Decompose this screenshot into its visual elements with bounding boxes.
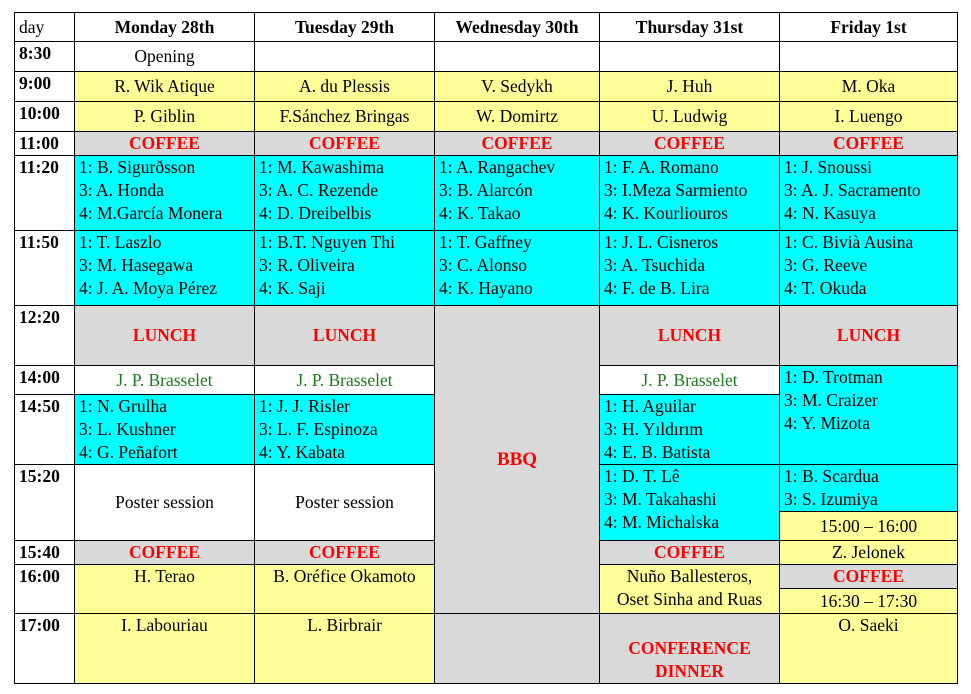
coffee-break: COFFEE [435, 132, 600, 156]
empty-cell [435, 614, 600, 684]
talk-cell: U. Ludwig [600, 102, 780, 132]
talk-cell: F.Sánchez Bringas [255, 102, 435, 132]
lunch-break: LUNCH [255, 306, 435, 366]
talk-cell: Z. Jelonek [780, 541, 958, 565]
poster-session: Poster session [75, 465, 255, 541]
session-talk: 1: D. T. Lê [604, 466, 680, 486]
dinner-label: CONFERENCE [628, 638, 751, 658]
session-talk: 3: M. Craizer [784, 390, 878, 410]
dinner-label: DINNER [654, 661, 725, 681]
session-talk: 1: B. Scardua [784, 466, 879, 486]
parallel-session [75, 395, 255, 465]
coffee-break: COFFEE [780, 132, 958, 156]
parallel-session [435, 156, 600, 231]
lunch-break: LUNCH [75, 306, 255, 366]
talk-cell: W. Domirtz [435, 102, 600, 132]
session-talk: 1: T. Laszlo [79, 232, 162, 252]
session-talk: 3: A. C. Rezende [259, 180, 379, 200]
day-tuesday: Tuesday 29th [255, 13, 435, 42]
time-label: 15:40 [15, 541, 75, 565]
lunch-break: LUNCH [780, 306, 958, 366]
row-1150 [15, 231, 958, 306]
session-talk: 3: B. Alarcón [439, 180, 533, 200]
talk-slot-time: 15:00 – 16:00 [780, 511, 957, 540]
talk-cell: P. Giblin [75, 102, 255, 132]
empty-cell [780, 42, 958, 72]
parallel-session [600, 465, 780, 541]
row-1000 [15, 102, 958, 132]
header-row [15, 13, 958, 42]
row-1100 [15, 132, 958, 156]
time-label: 11:50 [15, 231, 75, 306]
talk-cell: A. du Plessis [255, 72, 435, 102]
talk-cell: V. Sedykh [435, 72, 600, 102]
coffee-break: COFFEE [75, 132, 255, 156]
time-label: 11:00 [15, 132, 75, 156]
session-talk: 4: F. de B. Lira [604, 278, 710, 298]
session-talk: 1: J. Snoussi [784, 157, 873, 177]
opening-cell: Opening [75, 42, 255, 72]
parallel-session [780, 231, 958, 306]
session-talk: 4: T. Okuda [784, 278, 867, 298]
parallel-session [780, 366, 958, 465]
bbq-event: BBQ [435, 306, 600, 614]
session-talk: 3: I.Meza Sarmiento [604, 180, 748, 200]
talk-cell: R. Wik Atique [75, 72, 255, 102]
session-talk: 3: M. Takahashi [604, 489, 717, 509]
talk-speakers: Oset Sinha and Ruas [616, 589, 763, 609]
time-label: 9:00 [15, 72, 75, 102]
coffee-break: COFFEE [75, 541, 255, 565]
time-label: 8:30 [15, 42, 75, 72]
plenary-talk: J. P. Brasselet [75, 366, 255, 395]
day-thursday: Thursday 31st [600, 13, 780, 42]
row-1120 [15, 156, 958, 231]
session-talk: 1: H. Aguilar [604, 396, 696, 416]
session-talk: 4: G. Peñafort [79, 442, 178, 462]
session-talk: 1: T. Gaffney [439, 232, 532, 252]
time-label: 17:00 [15, 614, 75, 684]
session-talk: 3: L. F. Espinoza [259, 419, 378, 439]
session-talk: 3: A. Honda [79, 180, 165, 200]
session-talk: 4: K. Hayano [439, 278, 533, 298]
coffee-break: COFFEE [600, 132, 780, 156]
session-talk: 1: C. Bivià Ausina [784, 232, 914, 252]
parallel-session [75, 156, 255, 231]
parallel-session [255, 395, 435, 465]
day-friday: Friday 1st [780, 13, 958, 42]
session-talk: 3: S. Izumiya [784, 489, 878, 509]
row-1220 [15, 306, 958, 366]
session-talk: 4: N. Kasuya [784, 203, 876, 223]
session-talk: 3: H. Yıldırım [604, 419, 704, 439]
talk-cell: J. Huh [600, 72, 780, 102]
coffee-break: COFFEE [600, 541, 780, 565]
coffee-break: COFFEE [255, 541, 435, 565]
parallel-session [600, 231, 780, 306]
talk-slot-time: 16:30 – 17:30 [780, 589, 957, 613]
time-label: 16:00 [15, 565, 75, 614]
poster-session: Poster session [255, 465, 435, 541]
session-talk: 4: M. Michalska [604, 512, 720, 532]
coffee-break: COFFEE [780, 565, 957, 589]
corner-label: day [15, 13, 75, 42]
parallel-session [435, 231, 600, 306]
session-talk: 3: A. Tsuchida [604, 255, 706, 275]
schedule-table [14, 12, 958, 684]
talk-cell: M. Oka [780, 72, 958, 102]
time-label: 14:50 [15, 395, 75, 465]
coffee-break: COFFEE [255, 132, 435, 156]
session-talk: 1: D. Trotman [784, 367, 883, 387]
friday-late-cell [780, 565, 958, 614]
row-0900 [15, 72, 958, 102]
session-talk: 1: J. J. Risler [259, 396, 350, 416]
session-talk: 4: Y. Kabata [259, 442, 346, 462]
session-talk: 1: B. Sigurðsson [79, 157, 196, 177]
session-talk: 3: L. Kushner [79, 419, 176, 439]
parallel-session [255, 156, 435, 231]
session-talk: 1: J. L. Cisneros [604, 232, 719, 252]
session-talk: 3: C. Alonso [439, 255, 528, 275]
parallel-session [780, 465, 958, 541]
time-label: 10:00 [15, 102, 75, 132]
talk-cell: B. Oréfice Okamoto [255, 565, 435, 614]
session-talk: 4: E. B. Batista [604, 442, 711, 462]
session-talk: 4: K. Takao [439, 203, 521, 223]
session-talk: 3: G. Reeve [784, 255, 868, 275]
conference-dinner [600, 614, 780, 684]
session-talk: 1: B.T. Nguyen Thi [259, 232, 395, 252]
parallel-session [600, 156, 780, 231]
row-1700 [15, 614, 958, 684]
talk-cell: L. Birbrair [255, 614, 435, 684]
talk-cell: H. Terao [75, 565, 255, 614]
day-monday: Monday 28th [75, 13, 255, 42]
time-label: 11:20 [15, 156, 75, 231]
parallel-session [75, 231, 255, 306]
session-talk: 1: N. Grulha [79, 396, 167, 416]
plenary-talk: J. P. Brasselet [600, 366, 780, 395]
row-0830 [15, 42, 958, 72]
session-talk: 1: A. Rangachev [439, 157, 556, 177]
talk-cell [600, 565, 780, 614]
session-talk: 4: M.García Monera [79, 203, 223, 223]
empty-cell [600, 42, 780, 72]
plenary-talk: J. P. Brasselet [255, 366, 435, 395]
empty-cell [255, 42, 435, 72]
day-wednesday: Wednesday 30th [435, 13, 600, 42]
session-talk: 3: R. Oliveira [259, 255, 355, 275]
talk-cell: I. Luengo [780, 102, 958, 132]
empty-cell [435, 42, 600, 72]
lunch-break: LUNCH [600, 306, 780, 366]
session-talk: 3: A. J. Sacramento [784, 180, 921, 200]
talk-cell: I. Labouriau [75, 614, 255, 684]
parallel-session [600, 395, 780, 465]
session-talk: 4: K. Saji [259, 278, 326, 298]
parallel-session [780, 156, 958, 231]
session-talk: 4: K. Kourliouros [604, 203, 728, 223]
session-talk: 1: F. A. Romano [604, 157, 719, 177]
session-talk: 1: M. Kawashima [259, 157, 384, 177]
time-label: 14:00 [15, 366, 75, 395]
parallel-session [255, 231, 435, 306]
time-label: 12:20 [15, 306, 75, 366]
session-talk: 4: Y. Mizota [784, 413, 871, 433]
time-label: 15:20 [15, 465, 75, 541]
session-talk: 4: D. Dreibelbis [259, 203, 372, 223]
session-talk: 4: J. A. Moya Pérez [79, 278, 218, 298]
session-talk: 3: M. Hasegawa [79, 255, 194, 275]
talk-cell: O. Saeki [780, 614, 958, 684]
talk-speakers: Nuño Ballesteros, [626, 566, 753, 586]
